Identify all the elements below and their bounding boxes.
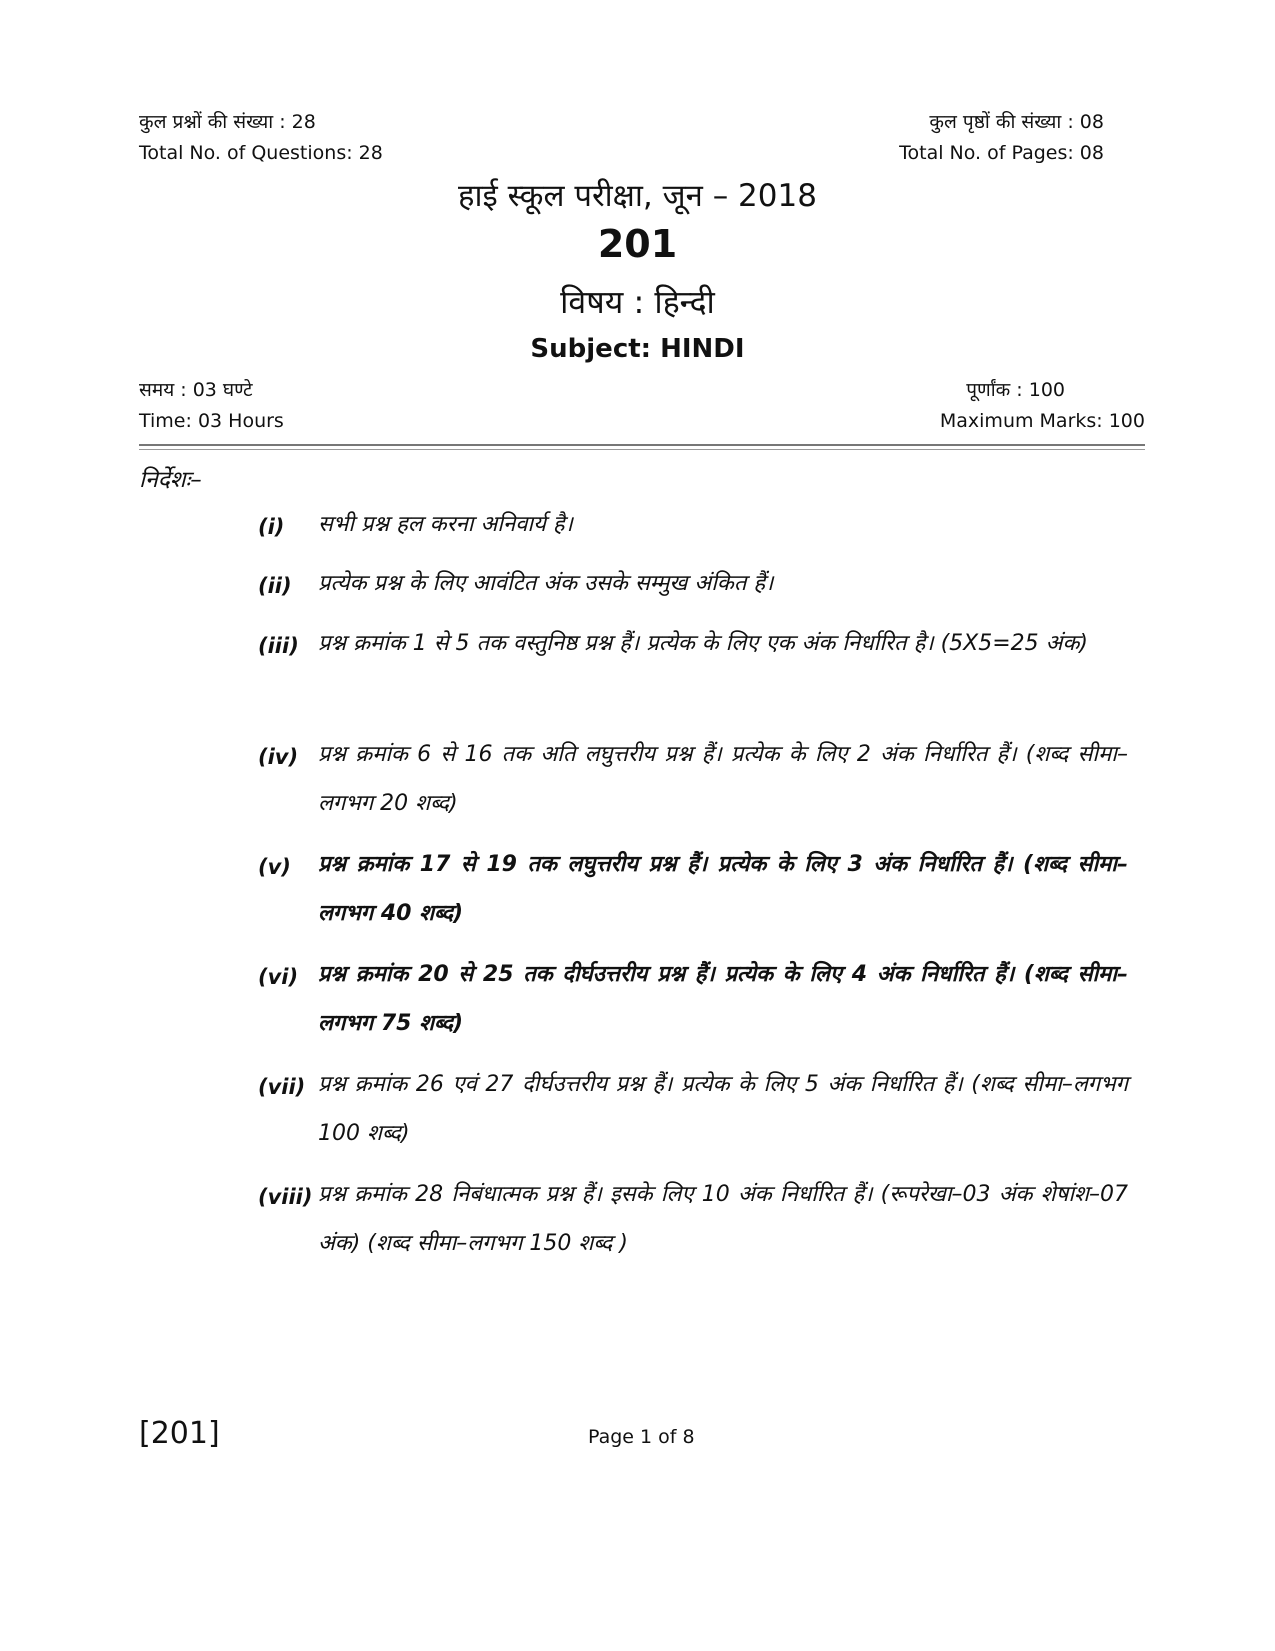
instruction-number: (ii) bbox=[258, 574, 292, 598]
instruction-number: (viii) bbox=[258, 1185, 313, 1209]
instruction-number: (iv) bbox=[258, 745, 299, 769]
instruction-text: प्रश्न क्रमांक 17 से 19 तक लघुत्तरीय प्रश्न हैं। प्रत्येक के लिए 3 अंक निर्धारित हैं। (शब्द सीमा–लगभग 40 शब्द) bbox=[318, 852, 1128, 926]
instruction-text: प्रश्न क्रमांक 20 से 25 तक दीर्घउत्तरीय प्रश्न हैं। प्रत्येक के लिए 4 अंक निर्धारित हैं। (शब्द सीमा–लगभग 75 शब्द) bbox=[318, 962, 1128, 1036]
instruction-number: (i) bbox=[258, 515, 285, 539]
subject-english: Subject: HINDI bbox=[530, 334, 745, 364]
instruction-text: सभी प्रश्न हल करना अनिवार्य है। bbox=[318, 512, 573, 537]
instruction-number: (vii) bbox=[258, 1075, 306, 1099]
paper-code: 201 bbox=[597, 222, 678, 266]
instruction-text: प्रश्न क्रमांक 1 से 5 तक वस्तुनिष्ठ प्रश्न हैं। प्रत्येक के लिए एक अंक निर्धारित है। (5X5=25 अंक) bbox=[318, 631, 1088, 656]
total-questions-english: Total No. of Questions: 28 bbox=[139, 142, 383, 164]
max-marks-english: Maximum Marks: 100 bbox=[939, 410, 1145, 432]
header-divider-secondary bbox=[139, 449, 1145, 450]
footer-paper-code: [201] bbox=[139, 1416, 220, 1451]
instruction-number: (iii) bbox=[258, 634, 299, 658]
total-pages-english: Total No. of Pages: 08 bbox=[899, 142, 1104, 164]
page-number: Page 1 of 8 bbox=[588, 1426, 695, 1448]
instruction-text: प्रश्न क्रमांक 6 से 16 तक अति लघुत्तरीय प्रश्न हैं। प्रत्येक के लिए 2 अंक निर्धारित हैं। (शब्द सीमा–लगभग 20 शब्द) bbox=[318, 742, 1128, 816]
instruction-number: (v) bbox=[258, 855, 291, 879]
exam-title: हाई स्कूल परीक्षा, जून – 2018 bbox=[458, 178, 817, 214]
subject-hindi: विषय : हिन्दी bbox=[560, 283, 715, 321]
instruction-text: प्रश्न क्रमांक 26 एवं 27 दीर्घउत्तरीय प्रश्न हैं। प्रत्येक के लिए 5 अंक निर्धारित हैं। (शब्द सीमा–लगभग 100 शब्द) bbox=[318, 1072, 1128, 1146]
instruction-number: (vi) bbox=[258, 965, 299, 989]
total-pages-hindi: कुल पृष्ठों की संख्या : 08 bbox=[929, 111, 1104, 133]
max-marks-hindi: पूर्णांक : 100 bbox=[966, 379, 1065, 401]
total-questions-hindi: कुल प्रश्नों की संख्या : 28 bbox=[139, 111, 316, 133]
instructions-heading: निर्देशः– bbox=[139, 467, 202, 493]
instruction-text: प्रत्येक प्रश्न के लिए आवंटित अंक उसके सम्मुख अंकित हैं। bbox=[318, 571, 774, 596]
time-english: Time: 03 Hours bbox=[139, 410, 284, 432]
header-divider bbox=[139, 444, 1145, 446]
instruction-text: प्रश्न क्रमांक 28 निबंधात्मक प्रश्न हैं। इसके लिए 10 अंक निर्धारित हैं। (रूपरेखा–03 अंक शेषांश–07 अंक) (शब्द सीमा–लगभग 150 शब्द ) bbox=[318, 1182, 1128, 1256]
time-hindi: समय : 03 घण्टे bbox=[139, 379, 253, 401]
